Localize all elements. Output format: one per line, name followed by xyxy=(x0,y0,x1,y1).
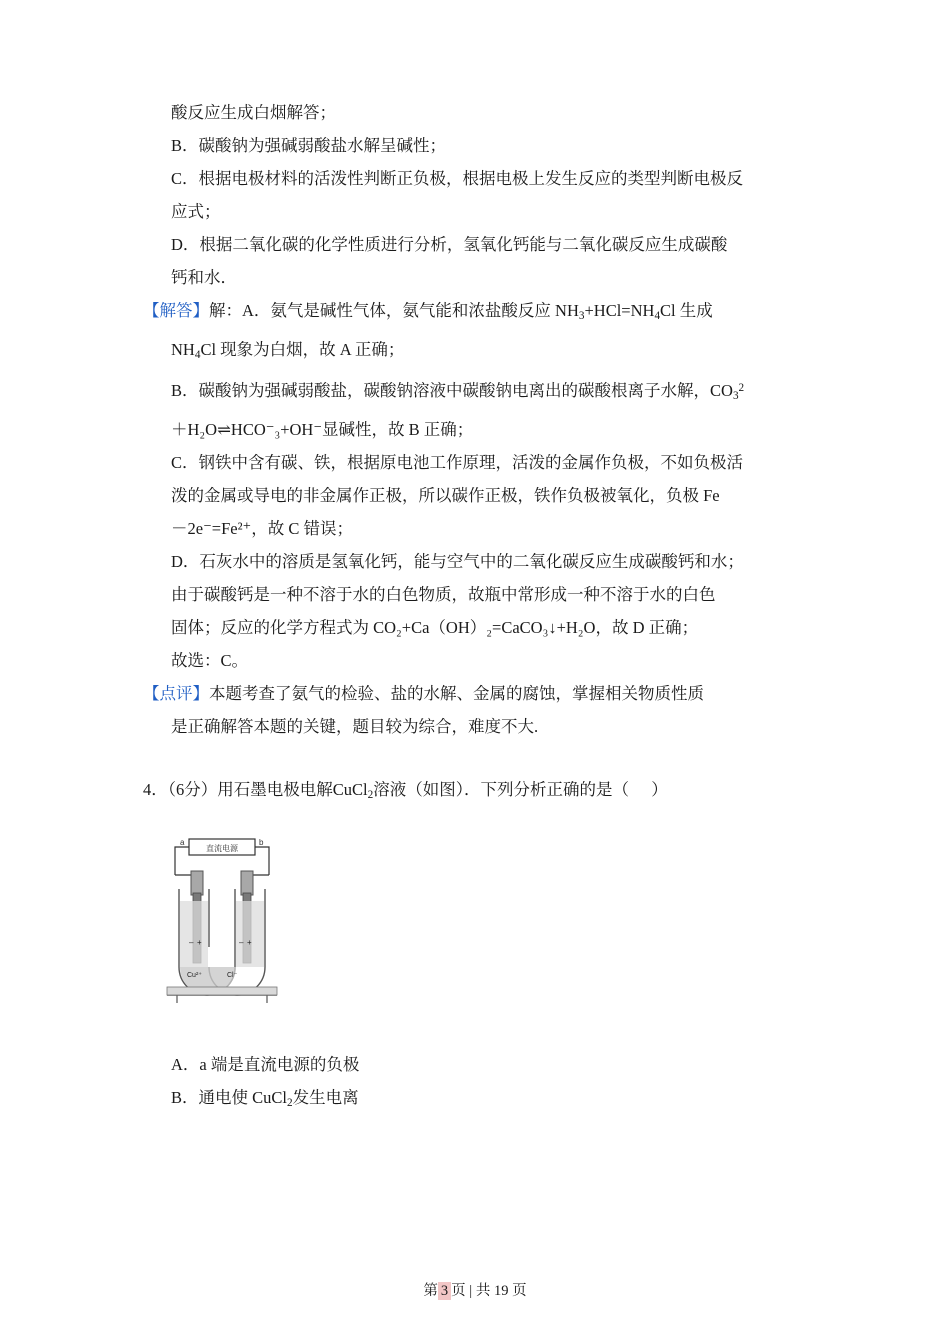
answer-text-c: Cl 生成 xyxy=(660,301,713,320)
comment-line2: 是正确解答本题的关键，题目较为综合，难度不大. xyxy=(171,717,539,737)
question-score: （6分） xyxy=(167,780,218,800)
answer-option-d-line1: D．石灰水中的溶质是氢氧化钙，能与空气中的二氧化碳反应生成碳酸钙和水； xyxy=(171,552,744,572)
formula-sup: 2 xyxy=(738,382,745,395)
answer-option-c-line1: C．钢铁中含有碳、铁，根据原电池工作原理，活泼的金属作负极，不如负极活 xyxy=(171,453,744,473)
answer-option-b-line1 xyxy=(143,372,823,413)
formula-sub: 2 xyxy=(367,789,374,802)
formula-sub: 3 xyxy=(732,390,739,403)
question-text-end: ） xyxy=(651,780,668,800)
formula-sub: 4 xyxy=(654,310,661,323)
comment-tag: 【点评】 xyxy=(143,684,209,704)
answer-text: NH xyxy=(171,340,195,360)
ion-label-left: Cu²⁺ xyxy=(187,971,202,979)
question-4-stem xyxy=(143,773,823,812)
footer-page-number: 3 xyxy=(438,1282,451,1300)
charge-plus-2: + xyxy=(247,937,252,947)
answer-option-c-line2: 泼的金属或导电的非金属作正极，所以碳作正极，铁作负极被氧化，负极 Fe xyxy=(171,486,720,506)
option-a: A．a 端是直流电源的负极 xyxy=(171,1054,360,1074)
text-line: D．根据二氧化碳的化学性质进行分析，氢氧化钙能与二氧化碳反应生成碳酸 xyxy=(171,235,728,254)
answer-option-d-line2: 由于碳酸钙是一种不溶于水的白色物质，故瓶中常形成一种不溶于水的白色 xyxy=(171,585,716,605)
comment-text: 本题考查了氨气的检验、盐的水解、金属的腐蚀，掌握相关物质性质 xyxy=(209,684,704,704)
document-body xyxy=(143,96,823,1120)
answer-text: Cl 现象为白烟，故 A 正确； xyxy=(200,340,405,360)
answer-option-b-line2: ＋H₂O⇌HCO⁻₃+OH⁻显碱性，故 B 正确； xyxy=(171,420,474,440)
charge-plus: + xyxy=(197,937,202,947)
power-supply-label: 直流电源 xyxy=(206,843,238,853)
answer-blank xyxy=(629,780,651,799)
question-text: 用石墨电极电解CuCl xyxy=(217,780,368,800)
charge-minus-2: – xyxy=(239,937,244,947)
electrolysis-figure xyxy=(153,827,823,1042)
terminal-b-label: b xyxy=(259,837,264,847)
text-line: 钙和水． xyxy=(171,268,237,287)
answer-option-c-line3: －2e⁻=Fe²⁺，故 C 错误； xyxy=(171,519,353,539)
answer-section xyxy=(143,294,823,333)
footer-prefix: 第 xyxy=(423,1283,438,1299)
text-line: 应式； xyxy=(171,202,221,221)
formula-sub: 4 xyxy=(194,349,201,362)
text-line: B．碳酸钠为强碱弱酸盐水解呈碱性； xyxy=(171,136,447,155)
comment-section xyxy=(143,677,823,710)
answer-line2 xyxy=(143,333,823,372)
answer-option-d-line3: 固体；反应的化学方程式为 CO₂+Ca（OH）₂=CaCO₃↓+H₂O，故 D 正确； xyxy=(171,618,699,638)
electrolysis-diagram-svg xyxy=(153,827,333,1037)
answer-tag: 【解答】 xyxy=(143,301,209,320)
formula-sub: 3 xyxy=(578,310,585,323)
answer-text-b: +HCl=NH xyxy=(584,301,655,320)
ion-label-right: Cl⁻ xyxy=(227,971,238,979)
question-4 xyxy=(143,773,823,1119)
answer-text: B．碳酸钠为强碱弱酸盐，碳酸钠溶液中碳酸钠电离出的碳酸根离子水解，CO xyxy=(171,381,733,401)
text-line: C．根据电极材料的活泼性判断正负极，根据电极上发生反应的类型判断电极反 xyxy=(171,169,744,188)
question-4-options xyxy=(143,1048,823,1120)
answer-text-a: 解：A．氨气是碱性气体，氨气能和浓盐酸反应 NH xyxy=(209,301,579,320)
terminal-a-label: a xyxy=(180,837,185,847)
text-line: 酸反应生成白烟解答； xyxy=(171,103,336,122)
formula-sub: 2 xyxy=(286,1096,293,1109)
answer-conclusion: 故选：C。 xyxy=(171,651,249,671)
option-b xyxy=(143,1081,823,1120)
page-footer xyxy=(0,1279,950,1300)
option-b-text: B．通电使 CuCl xyxy=(171,1087,287,1107)
question-number: 4． xyxy=(143,780,168,800)
option-b-text-cont: 发生电离 xyxy=(292,1087,359,1107)
question-text-cont: 溶液（如图）．下列分析正确的是（ xyxy=(373,780,629,800)
charge-minus: – xyxy=(189,937,194,947)
footer-suffix: 页 | 共 19 页 xyxy=(451,1283,527,1299)
